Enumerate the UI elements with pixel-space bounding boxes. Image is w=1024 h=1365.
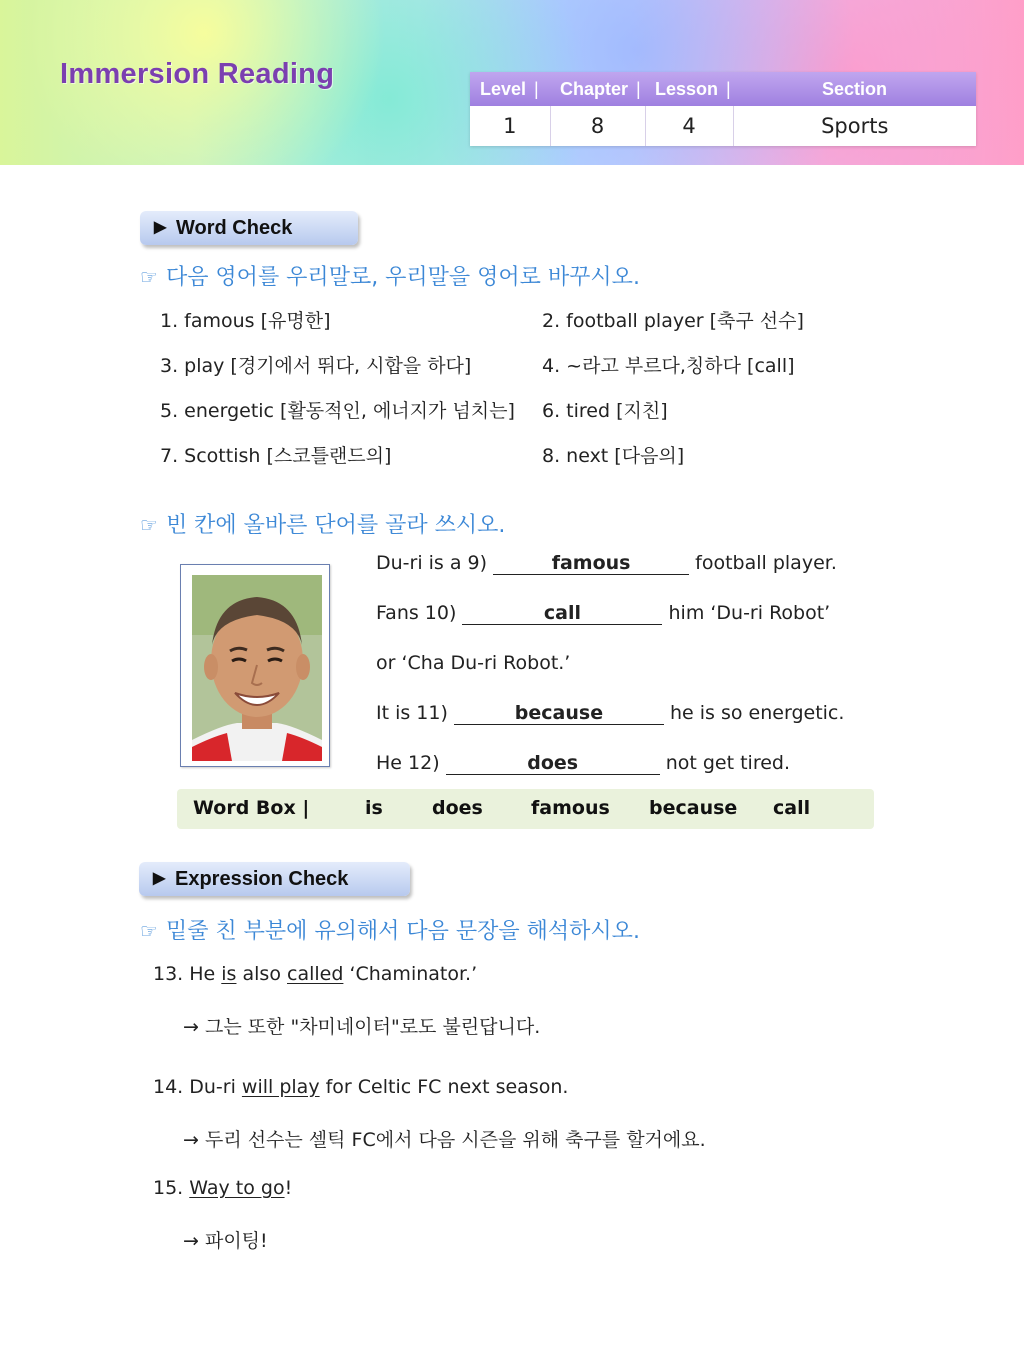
word-box bbox=[177, 789, 874, 829]
fill-blank-line: Du-ri is a 9) famous football player. bbox=[376, 552, 837, 574]
play-triangle-icon: ▶ bbox=[153, 870, 166, 887]
word-box-word: does bbox=[432, 797, 483, 819]
sentence-13: 13. He is also called ‘Chaminator.’ bbox=[153, 963, 478, 985]
vocab-item: 7. Scottish [스코틀랜드의] bbox=[160, 445, 392, 467]
translation-13: → 그는 또한 "차미네이터"로도 불린답니다. bbox=[183, 1016, 541, 1038]
blank-answer[interactable]: famous bbox=[493, 552, 689, 575]
word-box-label: Word Box | bbox=[193, 797, 310, 819]
word-box-word: call bbox=[773, 797, 811, 819]
word-check-instruction: ☞ 다음 영어를 우리말로, 우리말을 영어로 바꾸시오. bbox=[140, 265, 640, 290]
blank-answer[interactable]: call bbox=[462, 602, 662, 625]
vocab-item: 8. next [다음의] bbox=[542, 445, 685, 467]
pointing-hand-icon: ☞ bbox=[140, 919, 158, 943]
fill-blank-instruction: ☞ 빈 칸에 올바른 단어를 골라 쓰시오. bbox=[140, 513, 506, 538]
blank-answer[interactable]: because bbox=[454, 702, 664, 725]
translation-15: → 파이팅! bbox=[183, 1230, 268, 1252]
word-box-word: is bbox=[365, 797, 383, 819]
lesson-info-table bbox=[470, 72, 976, 146]
section-value: Sports bbox=[733, 106, 976, 146]
word-check-heading: ▶ Word Check bbox=[140, 211, 358, 245]
lesson-value: 4 bbox=[645, 106, 733, 146]
translation-14: → 두리 선수는 셀틱 FC에서 다음 시즌을 위해 축구를 할거에요. bbox=[183, 1129, 706, 1151]
chapter-value: 8 bbox=[550, 106, 645, 146]
vocab-item: 4. ~라고 부르다,칭하다 [call] bbox=[542, 355, 795, 377]
play-triangle-icon: ▶ bbox=[154, 219, 167, 236]
word-box-word: because bbox=[649, 797, 738, 819]
vocab-item: 6. tired [지친] bbox=[542, 400, 668, 422]
pointing-hand-icon: ☞ bbox=[140, 265, 158, 289]
level-value: 1 bbox=[470, 106, 550, 146]
expression-check-heading: ▶ Expression Check bbox=[139, 862, 410, 896]
vocab-item: 2. football player [축구 선수] bbox=[542, 310, 804, 332]
vocab-item: 1. famous [유명한] bbox=[160, 310, 331, 332]
player-photo-frame bbox=[180, 564, 330, 767]
blank-answer[interactable]: does bbox=[446, 752, 660, 775]
pointing-hand-icon: ☞ bbox=[140, 513, 158, 537]
player-photo bbox=[192, 575, 322, 761]
expression-check-instruction: ☞ 밑줄 친 부분에 유의해서 다음 문장을 해석하시오. bbox=[140, 919, 640, 944]
app-title: Immersion Reading bbox=[60, 58, 335, 90]
section-header: Section bbox=[733, 72, 976, 106]
vocab-item: 3. play [경기에서 뛰다, 시합을 하다] bbox=[160, 355, 472, 377]
sentence-15: 15. Way to go! bbox=[153, 1177, 293, 1199]
fill-blank-line: He 12) does not get tired. bbox=[376, 752, 791, 774]
vocab-list bbox=[160, 306, 880, 486]
level-header: Level | bbox=[470, 72, 550, 106]
sentence-14: 14. Du-ri will play for Celtic FC next season. bbox=[153, 1076, 569, 1098]
lesson-header: Lesson | bbox=[645, 72, 733, 106]
header-banner bbox=[0, 0, 1024, 165]
fill-blank-line: It is 11) because he is so energetic. bbox=[376, 702, 845, 724]
word-box-word: famous bbox=[531, 797, 610, 819]
fill-blank-line: or ‘Cha Du-ri Robot.’ bbox=[376, 652, 571, 674]
fill-blank-line: Fans 10) call him ‘Du-ri Robot’ bbox=[376, 602, 831, 624]
vocab-item: 5. energetic [활동적인, 에너지가 넘치는] bbox=[160, 400, 515, 422]
chapter-header: Chapter | bbox=[550, 72, 645, 106]
